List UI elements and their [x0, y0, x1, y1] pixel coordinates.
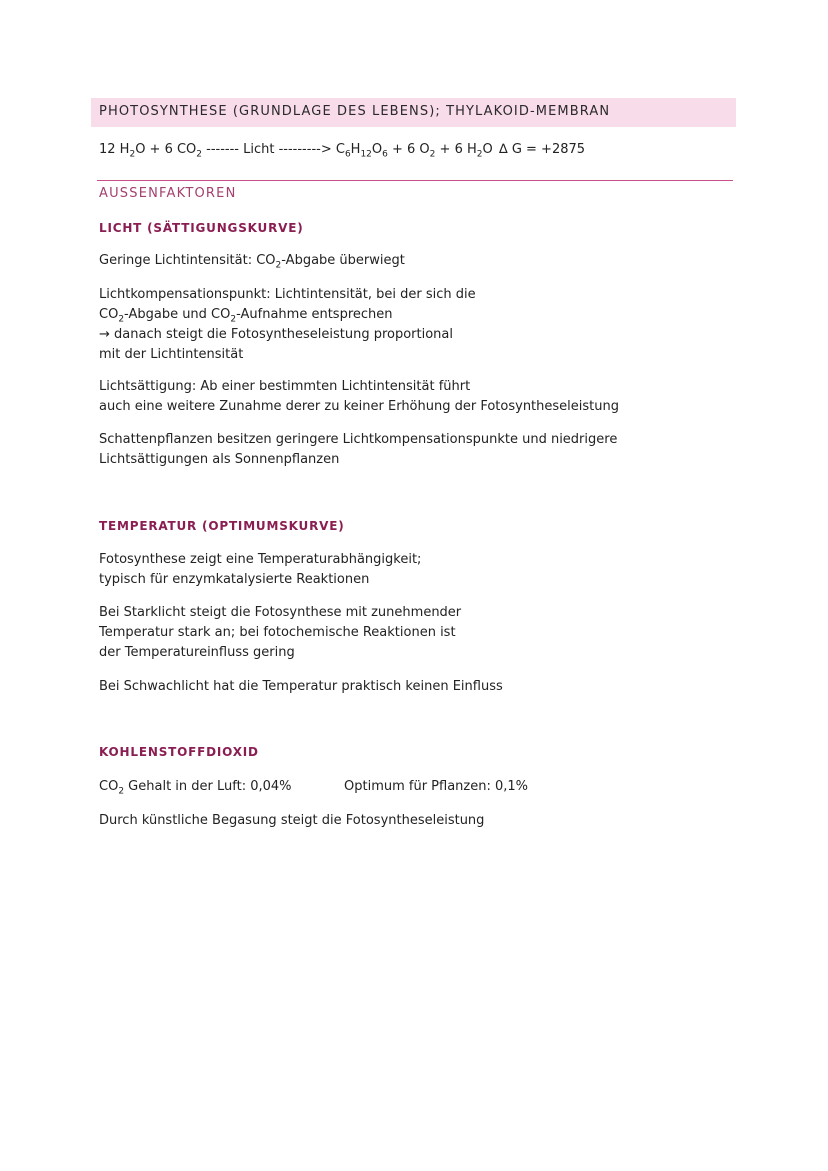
page-title: PHOTOSYNTHESE (GRUNDLAGE DES LEBENS); THYLAKOID-MEMBRAN: [99, 104, 611, 119]
temperatur-paragraph-3: Bei Schwachlicht hat die Temperatur praktisch keinen Einfluss: [99, 679, 503, 694]
photosynthesis-equation: 12 $H_2O + 6$ $CO_2$ ------- Licht ---------> $C_6H_{12}O_6 + 6$ $O_2 + 6$ $H_2O$: [99, 142, 493, 160]
section-heading-aussenfaktoren: AUSSENFAKTOREN: [99, 186, 237, 201]
kohlenstoff-paragraph-2: Durch künstliche Begasung steigt die Fotosyntheseleistung: [99, 813, 485, 828]
heading-temperatur: TEMPERATUR (OPTIMUMSKURVE): [99, 519, 345, 533]
temperatur-paragraph-1: Fotosynthese zeigt eine Temperaturabhängigkeit; typisch für enzymkatalysierte Reaktionen: [99, 552, 422, 587]
temperatur-paragraph-2: Bei Starklicht steigt die Fotosynthese mit zunehmender Temperatur stark an; bei fotochemische Reaktionen ist der Temperatureinfluss gering: [99, 605, 462, 660]
licht-paragraph-3: Lichtsättigung: Ab einer bestimmten Lichtintensität führt auch eine weitere Zunahme derer zu keiner Erhöhung der Fotosyntheseleistung: [99, 379, 619, 414]
co2-gehalt: $CO_2$ Gehalt in der Luft: 0,04%: [99, 779, 292, 797]
delta-g-value: ∆ G = +2875: [499, 142, 586, 157]
licht-paragraph-2: Lichtkompensationspunkt: Lichtintensität, bei der sich die $CO_2$-Abgabe und $CO_2$-Aufnahme entsprechen → danach steigt die Fotosyntheseleistung proportional mit der Lichtintensität: [99, 287, 476, 362]
licht-paragraph-4: Schattenpflanzen besitzen geringere Lichtkompensationspunkte und niedrigere Lichtsättigungen als Sonnenpflanzen: [99, 432, 618, 467]
licht-paragraph-1: Geringe Lichtintensität: $CO_2$-Abgabe überwiegt: [99, 253, 405, 271]
co2-optimum: Optimum für Pflanzen: 0,1%: [344, 779, 529, 794]
section-divider: [97, 180, 733, 181]
heading-kohlenstoffdioxid: KOHLENSTOFFDIOXID: [99, 745, 259, 759]
heading-licht: LICHT (SÄTTIGUNGSKURVE): [99, 221, 304, 235]
